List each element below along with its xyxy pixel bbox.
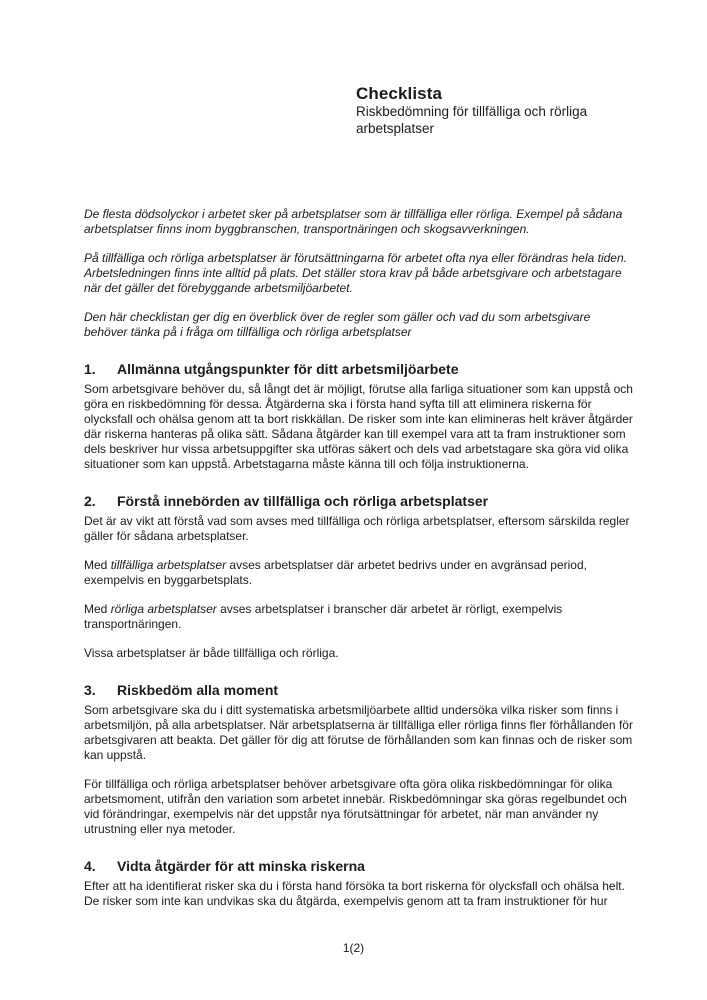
definition-1-prefix: Med [84, 558, 111, 572]
intro-paragraph-2: På tillfälliga och rörliga arbetsplatser är förutsättningarna för arbetet ofta nya eller förändras hela tiden. Arbetsledningen finns inte alltid på plats. Det ställer stora krav på både arbetsgivare och arbetstagare när det gäller det förebyggande arbetsmiljöarbetet. [84, 251, 627, 295]
definition-1-rest: avses arbetsplatser där arbetet bedrivs under en avgränsad period, exempelvis en byggarbetsplats. [84, 558, 587, 587]
intro-paragraph-3: Den här checklistan ger dig en överblick över de regler som gäller och vad du som arbetsgivare behöver tänka på i fråga om tillfälliga och rörliga arbetsplatser [84, 310, 591, 339]
section-2-definition-2 [84, 602, 634, 632]
section-4-heading [84, 857, 634, 875]
definition-2-rest: avses arbetsplatser i branscher där arbetet är rörligt, exempelvis transportnäringen. [84, 602, 563, 631]
section-2-number: 2. [84, 493, 96, 509]
section-3-paragraph-2: För tillfälliga och rörliga arbetsplatser behöver arbetsgivare ofta göra olika riskbedömningar för olika arbetsmoment, utifrån den variation som arbetet innebär. Riskbedömningar ska göras regelbundet och vid förändringar, exempelvis när det uppstår nya förutsättningar för arbetet, när man använder ny utrustning eller nya metoder. [84, 777, 627, 836]
document-header [356, 84, 618, 137]
definition-2-prefix: Med [84, 602, 111, 616]
definition-2-term: rörliga arbetsplatser [110, 602, 217, 616]
section-3-number: 3. [84, 682, 96, 698]
section-4-paragraph-1: Efter att ha identifierat risker ska du i första hand försöka ta bort riskerna för olycksfall och ohälsa helt. De risker som inte kan undvikas ska du åtgärda, exempelvis genom att ta fram instruktioner för hur [84, 879, 625, 908]
intro-paragraph-1: De flesta dödsolyckor i arbetet sker på arbetsplatser som är tillfälliga eller rörliga. Exempel på sådana arbetsplatser finns inom byggbranschen, transportnäringen och skogsavverkningen. [84, 207, 623, 236]
section-1-paragraph-1: Som arbetsgivare behöver du, så långt det är möjligt, förutse alla farliga situationer som kan uppstå och göra en riskbedömning för dessa. Åtgärderna ska i första hand syfta till att eliminera riskerna för olycksfall och ohälsa genom att ta bort riskkällan. De risker som inte kan elimineras helt kräver åtgärder där riskerna hanteras på olika sätt. Sådana åtgärder kan till exempel vara att ta fram instruktioner som dels beskriver hur vissa arbetsuppgifter ska utföras säkert och dels vad arbetstagare ska göra vid olika situationer som kan uppstå. Arbetstagarna måste känna till och följa instruktionerna. [84, 382, 633, 471]
section-1-heading [84, 360, 634, 378]
section-1-title: Allmänna utgångspunkter för ditt arbetsmiljöarbete [117, 361, 459, 377]
section-4-title: Vidta åtgärder för att minska riskerna [117, 858, 365, 874]
section-3-heading [84, 681, 634, 699]
section-1-number: 1. [84, 361, 96, 377]
section-3-paragraph-1: Som arbetsgivare ska du i ditt systematiska arbetsmiljöarbete alltid undersöka vilka risker som finns i arbetsmiljön, på alla arbetsplatser. När arbetsplatserna är tillfälliga eller rörliga finns fler förhållanden för arbetsgivaren att beakta. Det gäller för dig att förutse de förhållanden som kan finnas och de risker som kan uppstå. [84, 703, 633, 762]
section-2-title: Förstå innebörden av tillfälliga och rörliga arbetsplatser [117, 493, 489, 509]
section-2-paragraph-1: Det är av vikt att förstå vad som avses med tillfälliga och rörliga arbetsplatser, eftersom särskilda regler gäller för sådana arbetsplatser. [84, 514, 630, 543]
section-4-number: 4. [84, 858, 96, 874]
section-2-heading [84, 492, 634, 510]
section-3 [84, 681, 634, 837]
section-4 [84, 857, 634, 909]
page-subtitle: Riskbedömning för tillfälliga och rörliga arbetsplatser [356, 104, 588, 136]
section-2-definition-1 [84, 558, 634, 588]
page-title: Checklista [356, 84, 443, 103]
section-2 [84, 492, 634, 661]
intro-block [84, 207, 634, 340]
section-3-title: Riskbedöm alla moment [117, 682, 279, 698]
page-number: 1(2) [342, 941, 365, 955]
section-1 [84, 360, 634, 472]
section-2-note: Vissa arbetsplatser är både tillfälliga och rörliga. [84, 646, 339, 660]
definition-1-term: tillfälliga arbetsplatser [110, 558, 227, 572]
